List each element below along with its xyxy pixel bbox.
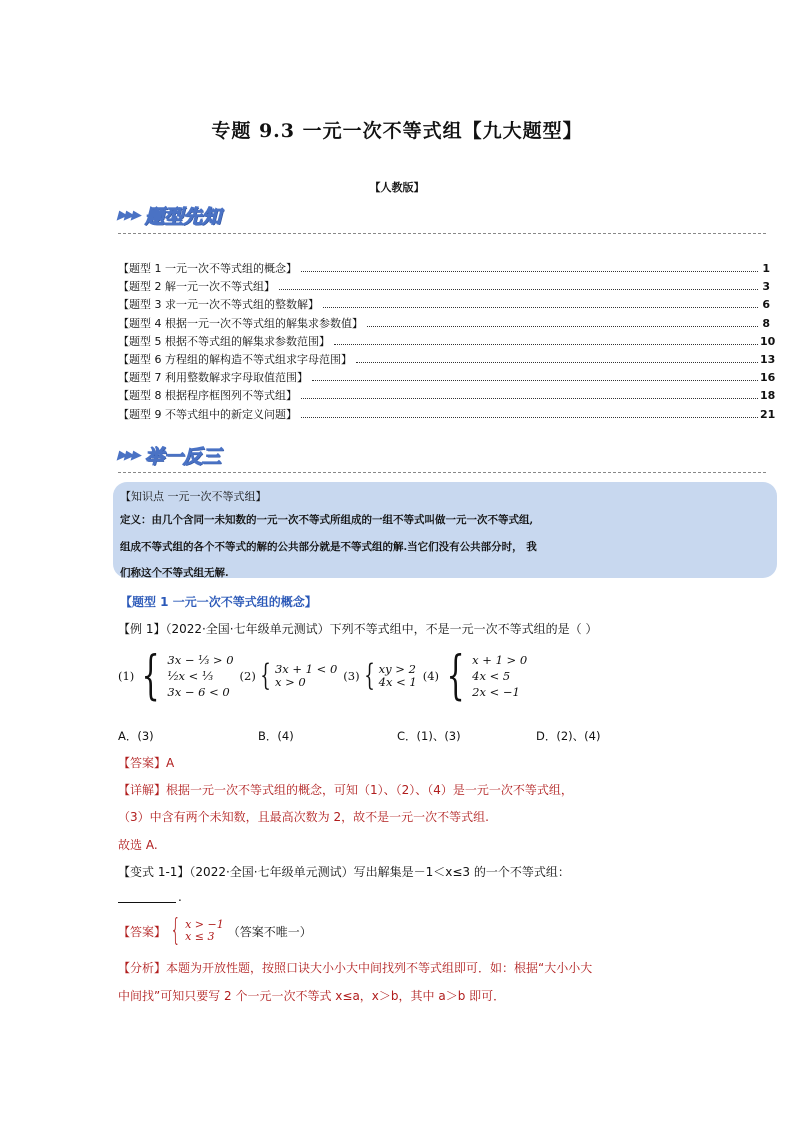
system-rows <box>472 652 527 700</box>
section-heading: 【题型 1 一元一次不等式组的概念】 <box>120 595 317 609</box>
system-label: (3) <box>343 669 360 683</box>
system-rows <box>275 663 337 689</box>
toc-row[interactable] <box>118 387 776 405</box>
document-title: 专题 9.3 一元一次不等式组【九大题型】 <box>211 120 583 142</box>
banner-topic-preview <box>115 200 222 230</box>
system-row: 2x < −1 <box>472 685 520 699</box>
system-row: 3x + 1 < 0 <box>274 662 338 676</box>
toc-label: 【题型 7 利用整数解求字母取值范围】 <box>118 371 308 385</box>
system-rows <box>379 663 417 689</box>
answer-line <box>118 754 174 771</box>
toc-label: 【题型 5 根据不等式组的解集求参数范围】 <box>118 334 330 348</box>
system-row: 4x < 1 <box>378 675 417 689</box>
blank-period: . <box>178 890 182 904</box>
toc-row[interactable] <box>118 333 776 351</box>
answer2-line <box>118 913 312 948</box>
conclusion: 故选 A. <box>118 838 158 852</box>
knowledge-line: 定义：由几个含同一未知数的一元一次不等式所组成的一组不等式叫做一元一次不等式组, <box>120 514 534 526</box>
toc-label: 【题型 6 方程组的解构造不等式组求字母范围】 <box>118 352 352 366</box>
knowledge-line: 们称这个不等式组无解. <box>120 567 229 579</box>
system-row: x > −1 <box>185 918 224 931</box>
variant-question <box>118 863 570 880</box>
system-row: 3x − 6 < 0 <box>167 685 230 699</box>
system-row: x > 0 <box>274 675 306 689</box>
toc-row[interactable] <box>118 315 770 333</box>
knowledge-title: 【知识点 一元一次不等式组】 <box>120 490 267 503</box>
option-c: C．(1)、(3) <box>397 729 461 743</box>
example-question <box>118 620 597 637</box>
system-row: ¹⁄₂x < ¹⁄₃ <box>167 669 214 683</box>
answer-system-rows <box>185 919 224 943</box>
system-row: xy > 2 <box>378 662 416 676</box>
brace-icon: { <box>141 646 160 706</box>
inequality-system <box>360 658 417 693</box>
toc-label: 【题型 8 根据程序框图列不等式组】 <box>118 389 297 403</box>
system-row: 3x − ¹⁄₃ > 0 <box>167 653 234 667</box>
toc-label: 【题型 9 不等式组中的新定义问题】 <box>118 407 297 421</box>
inequality-system <box>134 646 234 706</box>
brace-icon: { <box>170 913 181 948</box>
toc-leader <box>301 271 758 272</box>
analysis-line <box>118 959 592 976</box>
toc-page-number: 21 <box>760 407 776 421</box>
banner-examples <box>115 440 222 470</box>
knowledge-line: 组成不等式组的各个不等式的解的公共部分就是不等式组的解.当它们没有公共部分时， 我 <box>120 541 537 553</box>
toc-page-number: 6 <box>762 298 770 312</box>
toc-leader <box>279 289 758 290</box>
toc-page-number: 1 <box>762 262 770 275</box>
inequality-system <box>256 658 338 693</box>
toc-leader <box>334 344 758 345</box>
edition-label: 【人教版】 <box>369 181 425 194</box>
toc-leader <box>312 380 758 381</box>
brace-icon: { <box>260 658 271 693</box>
toc-page-number: 3 <box>762 280 770 294</box>
toc-row[interactable] <box>118 296 770 314</box>
option-b: B．(4) <box>258 729 294 743</box>
banner-title: 题型先知 <box>145 205 222 228</box>
detail-label: 【详解】 <box>118 783 167 797</box>
analysis-text: 本题为开放性题，按照口诀大小小大中间找列不等式组即可．如：根据“大小小大 <box>166 961 593 975</box>
example-text: （2022·全国·七年级单元测试）下列不等式组中，不是一元一次不等式组的是（ ） <box>165 622 598 636</box>
toc-page-number: 10 <box>760 334 776 348</box>
inequality-system <box>439 646 528 706</box>
toc-leader <box>301 398 758 399</box>
toc-label: 【题型 1 一元一次不等式组的概念】 <box>118 262 297 275</box>
toc-row[interactable] <box>118 351 776 369</box>
toc-label: 【题型 3 求一元一次不等式组的整数解】 <box>118 298 319 312</box>
analysis-line: 中间找”可知只要写 2 个一元一次不等式 x≤a，x＞b，其中 a＞b 即可． <box>118 989 506 1003</box>
system-row: x ≤ 3 <box>185 930 215 943</box>
answer-label: 【答案】 <box>118 756 167 770</box>
system-label: (2) <box>239 669 256 683</box>
toc-page-number: 18 <box>760 389 776 403</box>
toc-leader <box>323 307 758 308</box>
option-d: D．(2)、(4) <box>536 729 601 743</box>
toc-row[interactable] <box>118 260 770 278</box>
table-of-contents <box>118 260 776 424</box>
system-row: 4x < 5 <box>472 669 511 683</box>
system-row: x + 1 > 0 <box>472 653 528 667</box>
toc-row[interactable] <box>118 406 776 424</box>
inequality-systems <box>118 646 528 706</box>
answer-label: 【答案】 <box>118 924 167 939</box>
triple-arrow-icon: ▶▶▶ <box>115 447 142 463</box>
divider <box>118 233 766 234</box>
toc-label: 【题型 2 解一元一次不等式组】 <box>118 280 275 294</box>
answer-blank[interactable] <box>118 902 176 903</box>
system-rows <box>167 652 233 700</box>
detail-line: （3）中含有两个未知数，且最高次数为 2，故不是一元一次不等式组. <box>118 810 489 824</box>
toc-page-number: 16 <box>760 371 776 385</box>
divider <box>118 472 766 473</box>
example-label: 【例 1】 <box>118 622 166 636</box>
answer-system <box>166 913 224 948</box>
variant-label: 【变式 1-1】 <box>118 865 190 879</box>
toc-leader <box>356 362 758 363</box>
toc-row[interactable] <box>118 278 770 296</box>
toc-label: 【题型 4 根据一元一次不等式组的解集求参数值】 <box>118 316 363 330</box>
triple-arrow-icon: ▶▶▶ <box>115 207 142 223</box>
variant-text: （2022·全国·七年级单元测试）写出解集是－1＜x≤3 的一个不等式组： <box>189 865 570 879</box>
toc-page-number: 8 <box>762 316 770 330</box>
detail-line <box>118 781 573 798</box>
toc-row[interactable] <box>118 369 776 387</box>
toc-page-number: 13 <box>760 352 776 366</box>
analysis-label: 【分析】 <box>118 961 167 975</box>
option-a: A．(3) <box>118 729 154 743</box>
answer-value: A <box>166 756 175 770</box>
toc-leader <box>367 326 758 327</box>
system-label: (1) <box>118 669 135 683</box>
brace-icon: { <box>446 646 465 706</box>
toc-leader <box>301 417 758 418</box>
system-label: (4) <box>422 669 440 683</box>
answer-note: （答案不唯一） <box>227 924 312 939</box>
detail-text: 根据一元一次不等式组的概念，可知（1）、（2）、（4）是一元一次不等式组， <box>166 783 573 797</box>
banner-title: 举一反三 <box>145 445 222 468</box>
brace-icon: { <box>363 658 375 693</box>
